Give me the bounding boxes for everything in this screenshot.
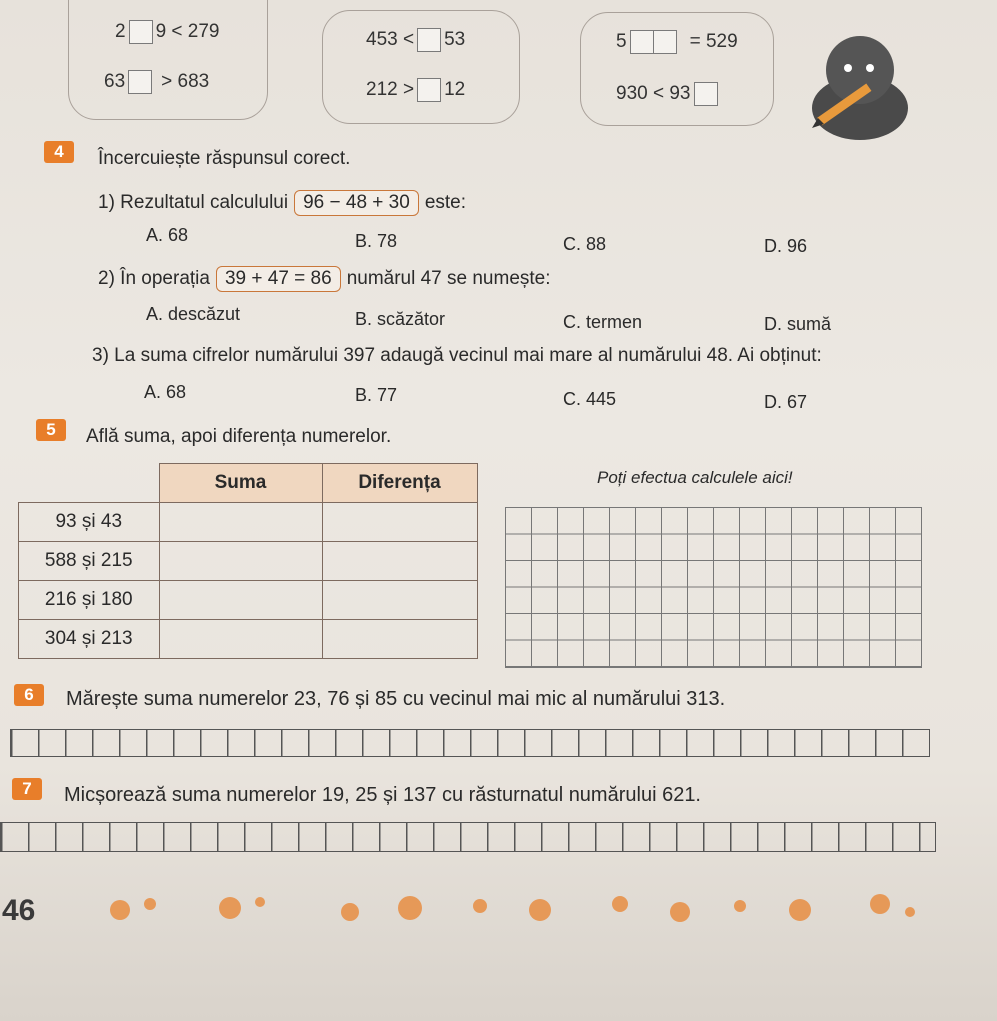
q1-option-d[interactable]: D. 96 — [764, 236, 808, 256]
table-row-label: 588 și 215 — [19, 542, 160, 581]
exercise-6-text: Mărește suma numerelor 23, 76 și 85 cu vecinul mai mic al numărului 313. — [66, 688, 726, 710]
difference-cell[interactable] — [322, 542, 477, 581]
table-row-label: 304 și 213 — [19, 620, 160, 659]
table-row-label: 216 și 180 — [19, 581, 160, 620]
question-3: 3) La suma cifrelor numărului 397 adaugă vecinul mai mare al numărului 48. Ai obținut: — [92, 345, 822, 366]
exercise-number-4: 4 — [44, 141, 74, 163]
exercise-3-box-1 — [68, 0, 268, 120]
exercise-4-title: Încercuiește răspunsul corect. — [98, 148, 351, 169]
answer-box[interactable] — [417, 28, 441, 52]
answer-box[interactable] — [129, 20, 153, 44]
calculation-grid[interactable] — [505, 507, 922, 668]
inequality-3: 453 < 53 — [366, 29, 466, 50]
sum-cell[interactable] — [159, 620, 322, 659]
sum-difference-table — [18, 463, 478, 659]
page-number: 46 — [2, 894, 36, 927]
q3-option-a[interactable]: A. 68 — [144, 382, 187, 402]
inequality-6: 930 < 93 — [616, 82, 721, 106]
q3-option-b[interactable]: B. 77 — [355, 385, 398, 405]
column-header-diferenta: Diferența — [322, 464, 477, 503]
answer-row-7[interactable] — [0, 822, 936, 852]
exercise-7-text: Micșorează suma numerelor 19, 25 și 137 cu răsturnatul numărului 621. — [64, 784, 701, 806]
inequality-4: 212 > 12 — [366, 79, 466, 100]
q3-option-c[interactable]: C. 445 — [563, 389, 617, 409]
mascot-illustration — [804, 30, 916, 142]
q1-option-a[interactable]: A. 68 — [146, 225, 189, 245]
expression-box: 39 + 47 = 86 — [216, 266, 341, 292]
difference-cell[interactable] — [322, 503, 477, 542]
answer-box[interactable] — [694, 82, 718, 106]
inequality-1: 2 9 < 279 — [115, 21, 220, 42]
sum-cell[interactable] — [159, 581, 322, 620]
q2-option-a[interactable]: A. descăzut — [146, 304, 241, 324]
inequality-2: 63 > 683 — [104, 71, 210, 92]
q1-option-b[interactable]: B. 78 — [355, 231, 398, 251]
exercise-number-7: 7 — [12, 778, 42, 800]
answer-box[interactable] — [653, 30, 677, 54]
column-header-suma: Suma — [159, 464, 322, 503]
answer-box[interactable] — [128, 70, 152, 94]
table-row-label: 93 și 43 — [19, 503, 160, 542]
exercise-5-title: Află suma, apoi diferența numerelor. — [86, 426, 392, 447]
q3-option-d[interactable]: D. 67 — [764, 392, 808, 412]
calculation-hint: Poți efectua calculele aici! — [597, 468, 793, 487]
question-1: 1) Rezultatul calculului 96 − 48 + 30 este: — [98, 190, 466, 216]
table-corner — [19, 464, 160, 503]
answer-box[interactable] — [417, 78, 441, 102]
answer-row-6[interactable] — [10, 729, 930, 757]
q2-option-c[interactable]: C. termen — [563, 312, 643, 332]
exercise-number-5: 5 — [36, 419, 66, 441]
decorative-splatter — [80, 880, 940, 940]
sum-cell[interactable] — [159, 542, 322, 581]
exercise-number-6: 6 — [14, 684, 44, 706]
q2-option-d[interactable]: D. sumă — [764, 314, 832, 334]
difference-cell[interactable] — [322, 620, 477, 659]
q2-option-b[interactable]: B. scăzător — [355, 309, 446, 329]
equation-5: 5 = 529 — [616, 31, 738, 52]
difference-cell[interactable] — [322, 581, 477, 620]
answer-box[interactable] — [630, 30, 654, 54]
q1-option-c[interactable]: C. 88 — [563, 234, 607, 254]
sum-cell[interactable] — [159, 503, 322, 542]
expression-box: 96 − 48 + 30 — [294, 190, 419, 216]
question-2: 2) În operația 39 + 47 = 86 numărul 47 se numește: — [98, 266, 551, 292]
